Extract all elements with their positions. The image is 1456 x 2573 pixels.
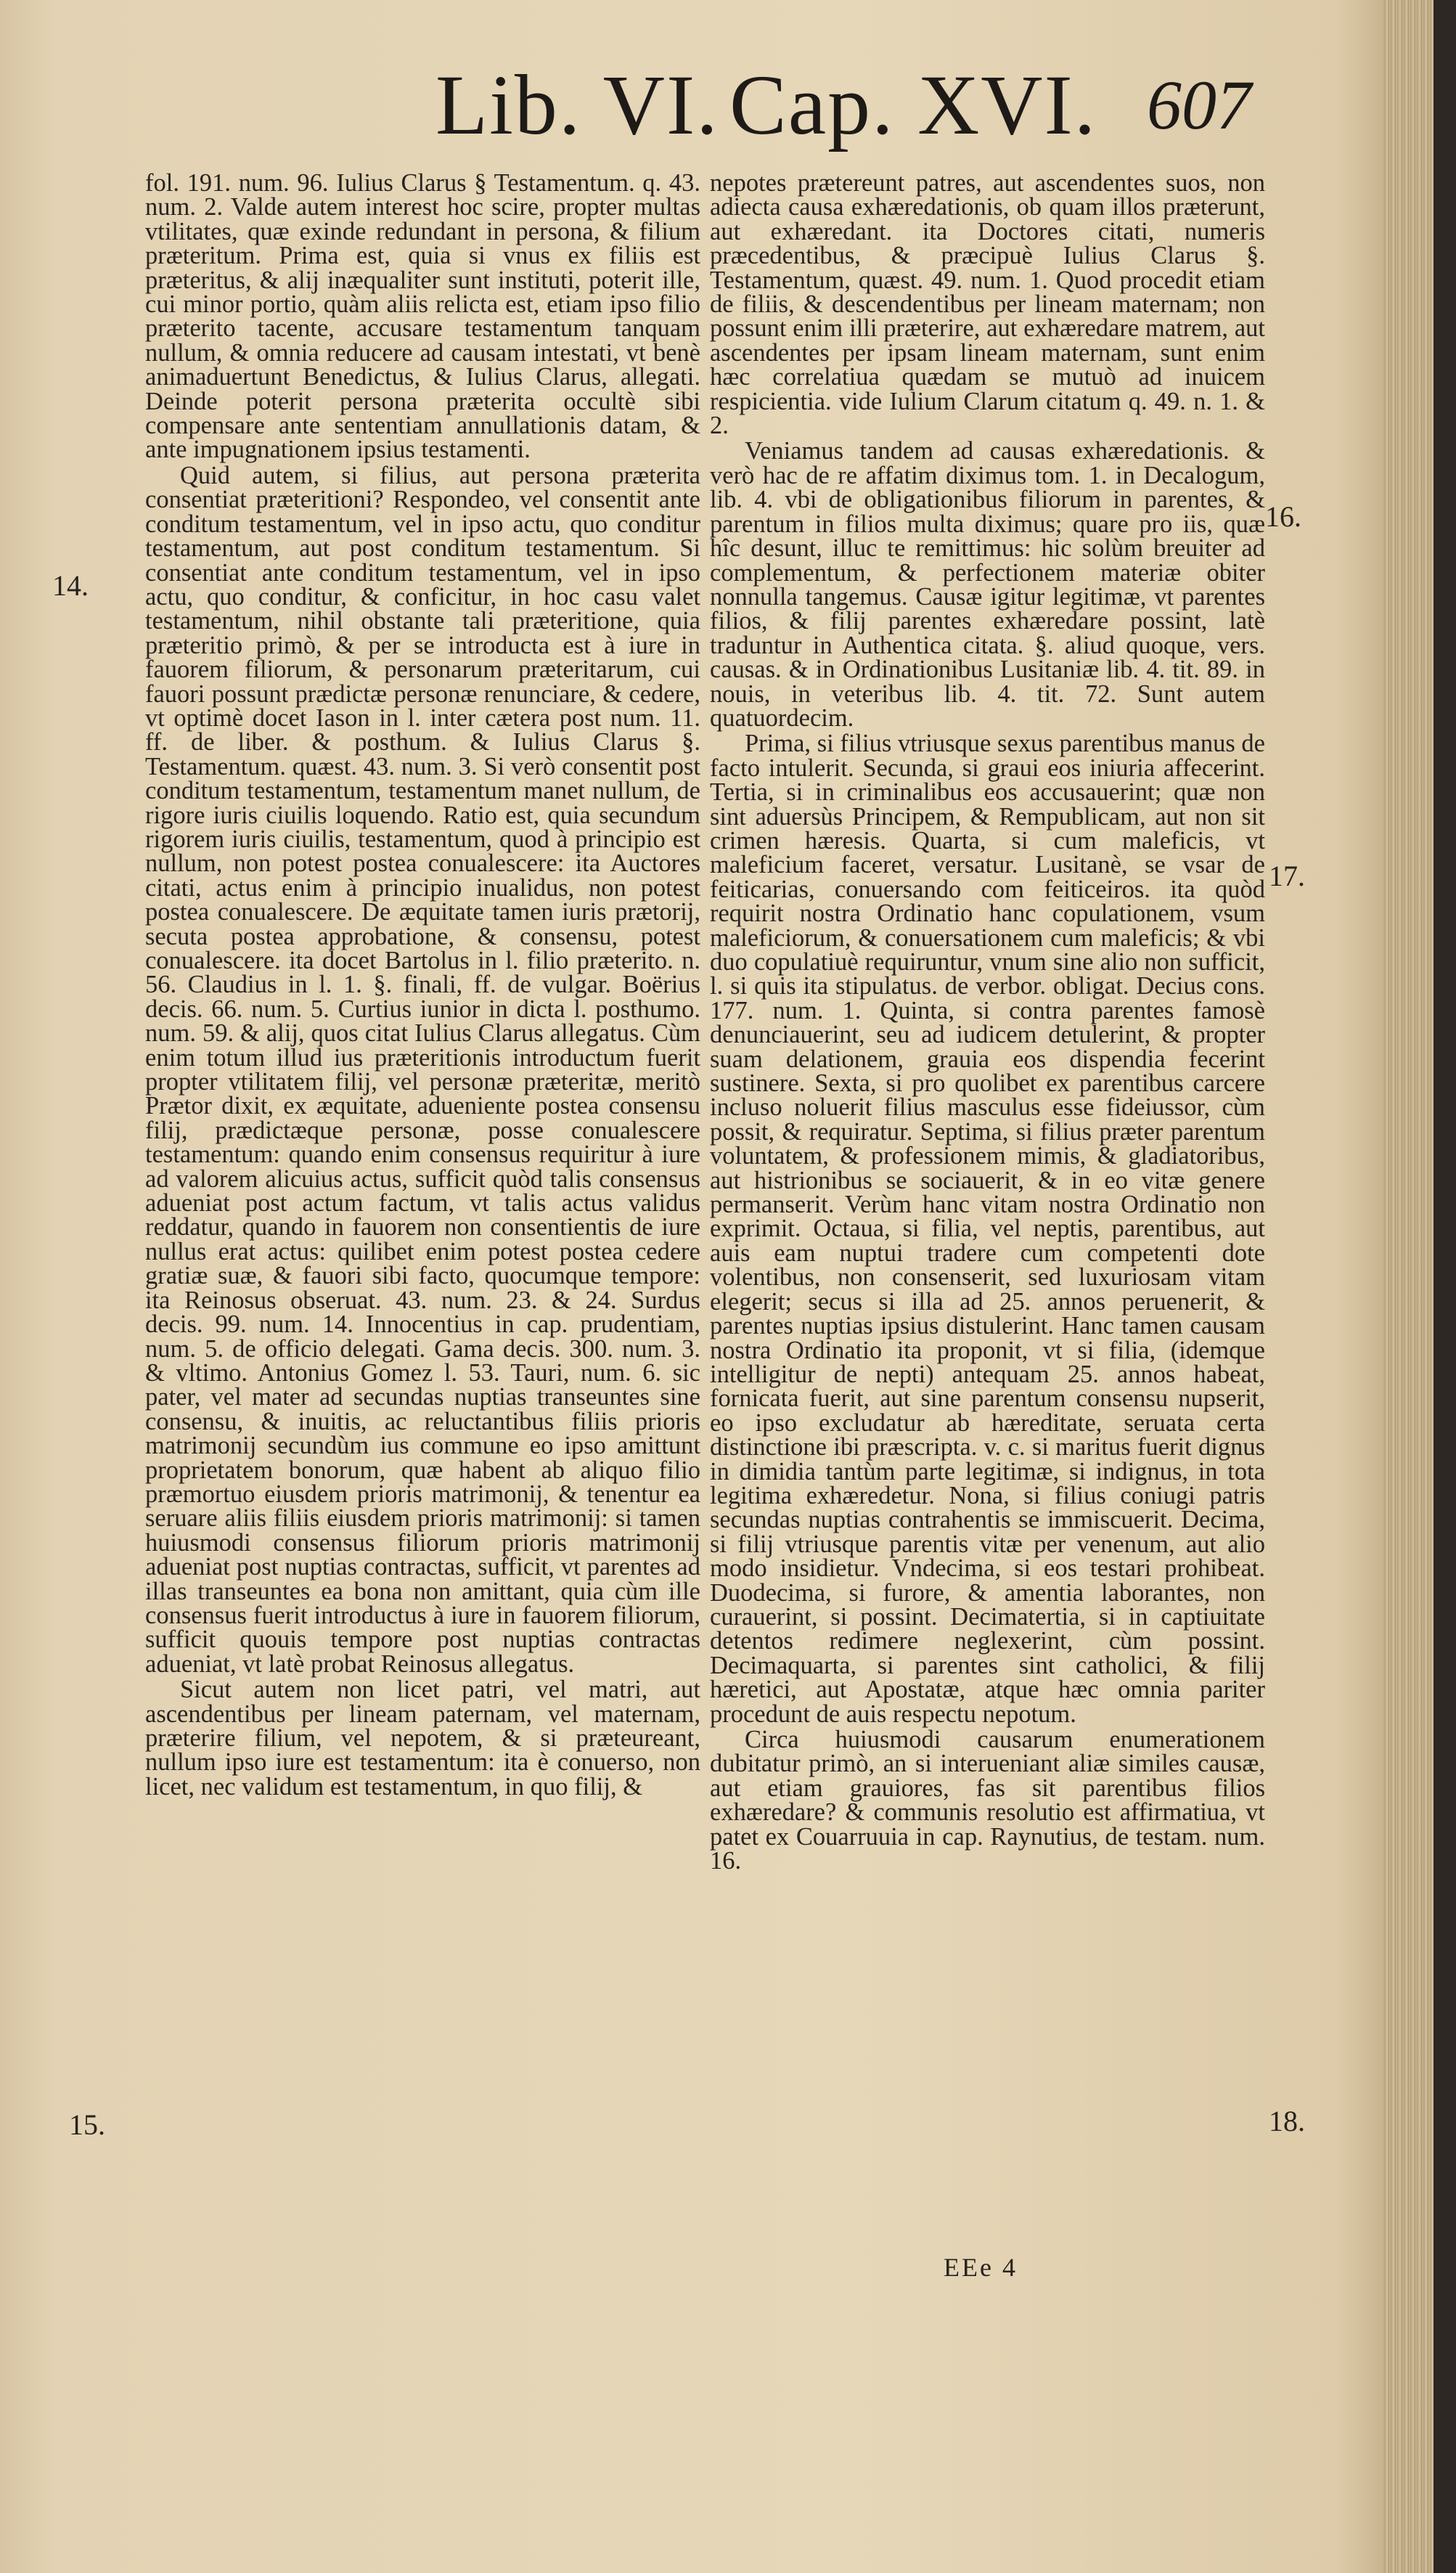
left-column — [145, 171, 700, 2233]
margin-number-15: 15. — [69, 2108, 105, 2141]
running-head — [435, 51, 1256, 160]
margin-number-17: 17. — [1269, 860, 1305, 892]
running-head-chapter: Cap. XVI. — [729, 57, 1097, 152]
right-paragraph: nepotes prætereunt patres, aut ascendentes suos, non adiecta causa exhæredationis, ob quam illos præterunt, aut exhæredant. ita Doctores citati, numeris præcedentibus, & præcipuè Iulius Clarus §. Testamentum, quæst. 49. num. 1. Quod procedit etiam de filiis, & descendentibus per lineam maternam; non possunt enim illi præterire, aut exhæredare matrem, aut ascendentes per ipsam lineam maternam, sunt enim hæc correlatiua quædam se mutuò ad inuicem respicientia. vide Iulium Clarum citatum q. 49. n. 1. & 2. — [710, 169, 1265, 440]
left-paragraph: Quid autem, si filius, aut persona præterita consentiat præteritioni? Respondeo, vel consentit ante conditum testamentum, vel in ipso actu, quo conditur testamentum, aut post conditum testamentum. Si consentiat ante conditum testamentum, vel in ipso actu, quo conditur, & conficitur, in hoc casu valet testamentum, nihil obstante tali præteritione, quia præteritio primò, & per se introducta est à iure in fauorem filiorum, & personarum præteritarum, cui fauori possunt prædictæ personæ renunciare, & cedere, vt optimè docet Iason in l. inter cætera post num. 11. ff. de liber. & posthum. & Iulius Clarus §. Testamentum. quæst. 43. num. 3. Si verò consentit post conditum testamentum, testamentum manet nullum, de rigore iuris ciuilis loquendo. Ratio est, quia secundum rigorem iuris ciuilis, testamentum, quod à principio est nullum, non potest postea conualescere: ita Auctores citati, actus enim à principio inualidus, non potest postea conualescere. De æquitate tamen iuris prætorij, secuta postea approbatione, & consensu, potest conualescere. ita docet Bartolus in l. filio præterito. n. 56. Claudius in l. 1. §. finali, ff. de vulgar. Boërius decis. 66. num. 5. Curtius iunior in dicta l. posthumo. num. 59. & alij, quos citat Iulius Clarus allegatus. Cùm enim totum illud ius præteritionis introductum fuerit propter vtilitatem filij, vel personæ præteritæ, meritò Prætor dixit, ex æquitate, adueniente postea consensu filij, prædictæque personæ, posse conualescere testamentum: quando enim consensus requiritur à iure ad valorem alicuius actus, sufficit quòd talis consensus adueniat post actum factum, vt talis actus validus reddatur, quando in fauorem non consentientis de iure nullus erat actus: quilibet enim potest postea cedere gratiæ suæ, & fauori sibi facto, quocumque tempore: ita Reinosus obseruat. 43. num. 23. & 24. Surdus decis. 99. num. 14. Innocentius in cap. prudentiam, num. 5. de officio delegati. Gama decis. 300. num. 3. & vltimo. Antonius Gomez l. 53. Tauri, num. 6. sic pater, vel mater ad secundas nuptias transeuntes sine consensu, & inuitis, ac reluctantibus filiis prioris matrimonij secundùm ius commune eo ipso amittunt proprietatem bonorum, quæ habent ab aliquo filio præmortuo eiusdem prioris matrimonij, & tenentur ea seruare aliis filiis eiusdem prioris matrimonij: si tamen huiusmodi consensus filiorum prioris matrimonij adueniat post nuptias contractas, sufficit, vt parentes ad illas transeuntes ea bona non amittant, quia cùm ille consensus fuerit introductus à iure in fauorem filiorum, sufficit quouis tempore post nuptias contractas adueniat, vt latè probat Reinosus allegatus. — [145, 461, 700, 1678]
scan-background — [1433, 0, 1456, 2573]
left-paragraph: Sicut autem non licet patri, vel matri, aut ascendentibus per lineam paternam, vel maternam, præterire filium, vel nepotem, & si præteureant, nullum ipso iure est testamentum: ita è conuerso, non licet, nec validum est testamentum, in quo filij, & — [145, 1676, 700, 1801]
signature-mark: EEe 4 — [944, 2253, 1018, 2282]
margin-number-14: 14. — [52, 569, 89, 602]
left-paragraph: fol. 191. num. 96. Iulius Clarus § Testamentum. q. 43. num. 2. Valde autem interest hoc scire, propter multas vtilitates, quæ exinde redundant in persona, & filium præteritum. Prima est, quia si vnus ex filiis est præteritus, & alij inæqualiter sunt instituti, poterit ille, cui minor portio, quàm aliis relicta est, etiam ipso filio præterito tacente, accusare testamentum tanquam nullum, & omnia reducere ad causam intestati, vt benè animaduertunt Benedictus, & Iulius Clarus, allegati. Deinde poterit persona præterita occultè sibi compensare ante sententiam annullationis datam, & ante impugnationem ipsius testamenti. — [145, 169, 700, 464]
right-paragraph: Prima, si filius vtriusque sexus parentibus manus de facto intulerit. Secunda, si graui eos iniuria affecerint. Tertia, si in criminalibus eos accusauerint; quæ non sint aduersùs Principem, & Rempublicam, aut non sit crimen hæresis. Quarta, si cum maleficis, vt maleficium faceret, versatur. Lusitanè, se vsar de feiticarias, conuersando com feiticeiros. ita quòd requirit nostra Ordinatio hanc copulationem, vsum maleficiorum, & conuersationem cum maleficis; & vbi duo copulatiuè requiruntur, vnum sine alio non sufficit, l. si quis ita stipulatus. de verbor. obligat. Decius cons. 177. num. 1. Quinta, si contra parentes famosè denunciauerint, seu ad iudicem detulerint, & propter suam delationem, grauia eos dispendia fecerint sustinere. Sexta, si pro quolibet ex parentibus carcere incluso noluerit filius masculus esse fideiussor, cùm possit, & requiratur. Septima, si filius præter parentum voluntatem, & professionem mimis, & gladiatoribus, aut histrionibus se sociauerit, & in eo vitæ genere permanserit. Verùm hanc vitam nostra Ordinatio non exprimit. Octaua, si filia, vel neptis, parentibus, aut auis eam nuptui tradere cum competenti dote volentibus, non consenserit, sed luxuriosam vitam elegerit; secus si illa ad 25. annos peruenerit, & parentes nuptias ipsius distulerint. Hanc tamen causam nostra Ordinatio ita proponit, vt si filia, (idemque intelligitur de nepti) antequam 25. annos habeat, fornicata fuerit, aut sine parentum consensu nupserit, eo ipso excludatur ab hæreditate, seruata certa distinctione ibi præscripta. v. c. si maritus fuerit dignus in dimidia tantùm parte legitimæ, si indignus, in tota legitima exhæredetur. Nona, si filius coniugi patris secundas nuptias contrahentis se immiscuerit. Decima, si filij vtriusque parentis vitæ per venenum, aut alio modo insidietur. Vndecima, si eos testari prohibeat. Duodecima, si furore, & amentia laborantes, non curauerint, si possint. Decimatertia, si in captiuitate detentos redimere neglexerint, cùm possint. Decimaquarta, si parentes sint catholici, & filij hæretici, aut Apostatæ, atque hæc omnia pariter procedunt de auis respectu nepotum. — [710, 730, 1265, 1728]
folio-number: 607 — [1147, 66, 1251, 144]
right-column — [710, 171, 1265, 2233]
right-paragraph: Veniamus tandem ad causas exhæredationis. & verò hac de re affatim diximus tom. 1. in Decalogum, lib. 4. vbi de obligationibus filiorum in parentes, & parentum in filios multa diximus; quare pro iis, quæ hîc desunt, illuc te remittimus: hic solùm breuiter ad complementum, & perfectionem materiæ obiter nonnulla tangemus. Causæ igitur legitimæ, vt parentes filios, & filij parentes exhæredare possint, latè traduntur in Authentica citata. §. aliud quoque, vers. causas. & in Ordinationibus Lusitaniæ lib. 4. tit. 89. in nouis, in veteribus lib. 4. tit. 72. Sunt autem quatuordecim. — [710, 437, 1265, 732]
running-head-book: Lib. VI. — [435, 57, 719, 152]
margin-number-16: 16. — [1265, 500, 1301, 533]
margin-number-18: 18. — [1269, 2105, 1305, 2137]
right-paragraph: Circa huiusmodi causarum enumerationem dubitatur primò, an si interueniant aliæ similes causæ, aut etiam grauiores, fas sit parentibus filios exhæredare? & communis resolutio est affirmatiua, vt patet ex Couarruuia in cap. Raynutius, de testam. num. 16. — [710, 1726, 1265, 1875]
